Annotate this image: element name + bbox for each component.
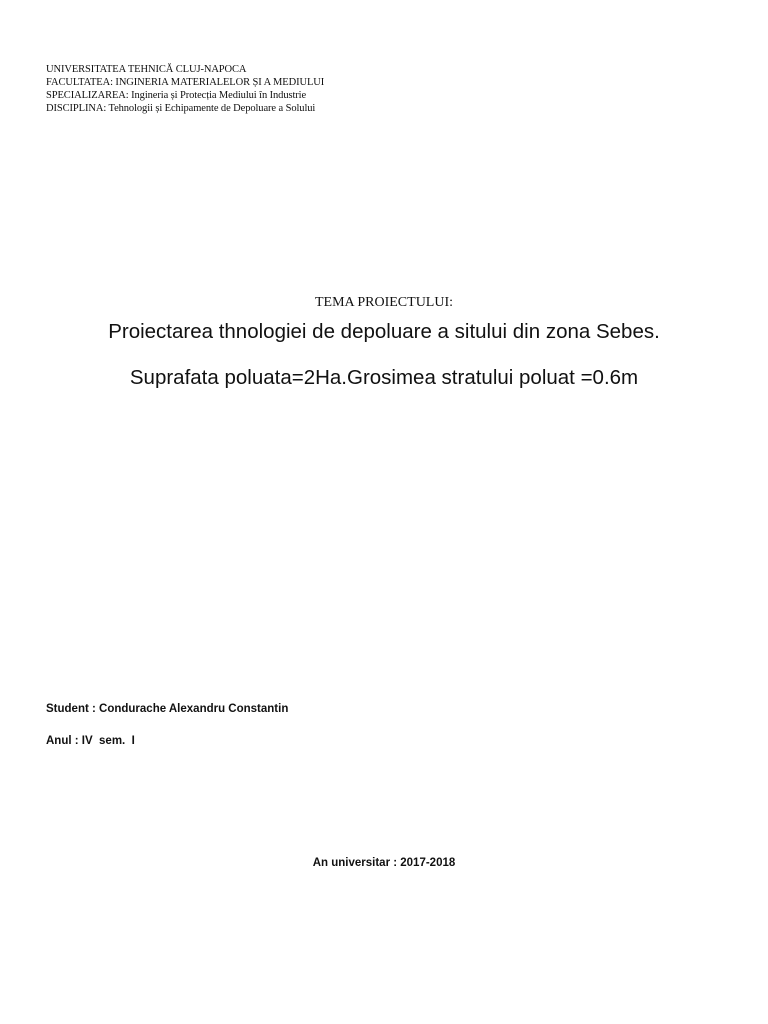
university-name: UNIVERSITATEA TEHNICĂ CLUJ-NAPOCA <box>46 64 247 75</box>
project-subtitle: Suprafata poluata=2Ha.Grosimea stratului poluat =0.6m <box>129 366 639 389</box>
academic-year: An universitar : 2017-2018 <box>312 857 456 869</box>
discipline-name: DISCIPLINA: Tehnologii și Echipamente de Depoluare a Solului <box>46 103 316 114</box>
specialization-name: SPECIALIZAREA: Ingineria și Protecția Mediului în Industrie <box>46 90 307 101</box>
project-theme-label: TEMA PROIECTULUI: <box>314 295 454 310</box>
project-title: Proiectarea thnologiei de depoluare a sitului din zona Sebes. <box>108 320 660 343</box>
faculty-name: FACULTATEA: INGINERIA MATERIALELOR ȘI A MEDIULUI <box>46 77 325 88</box>
student-name: Student : Condurache Alexandru Constantin <box>46 703 289 715</box>
document-header <box>46 63 646 115</box>
study-year: Anul : IV sem. I <box>46 735 135 747</box>
